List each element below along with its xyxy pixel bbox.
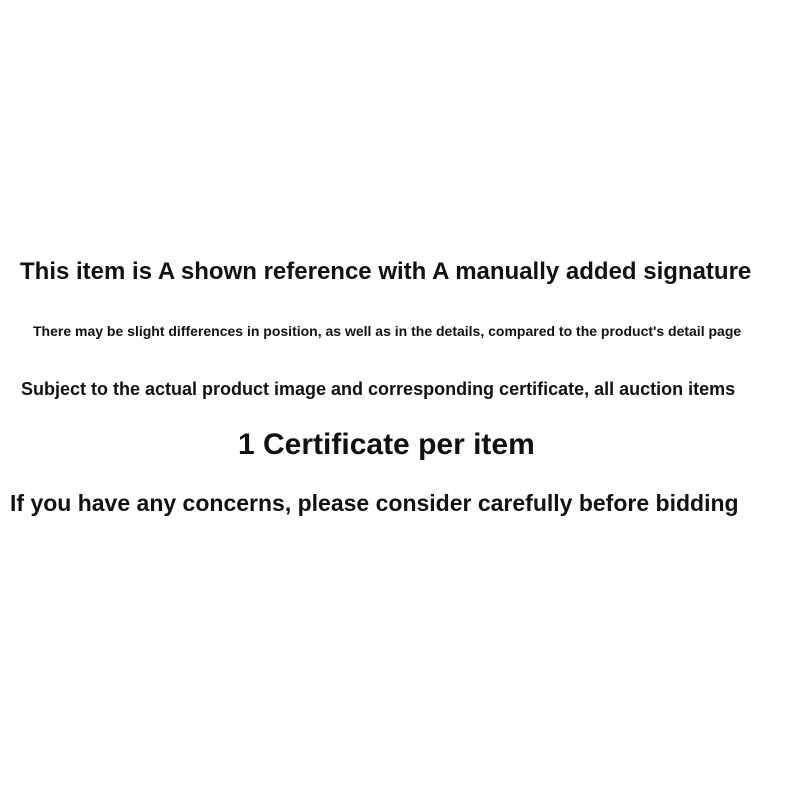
- notice-line-differences: There may be slight differences in position, as well as in the details, compared to the product's detail page: [33, 323, 742, 339]
- notice-line-subject-to-actual: Subject to the actual product image and corresponding certificate, all auction items: [21, 379, 736, 399]
- notice-line-bidding-warning: If you have any concerns, please consider carefully before bidding: [10, 490, 739, 516]
- notice-line-certificate-per-item: 1 Certificate per item: [238, 428, 535, 461]
- notice-line-signature-reference: This item is A shown reference with A manually added signature: [20, 258, 752, 285]
